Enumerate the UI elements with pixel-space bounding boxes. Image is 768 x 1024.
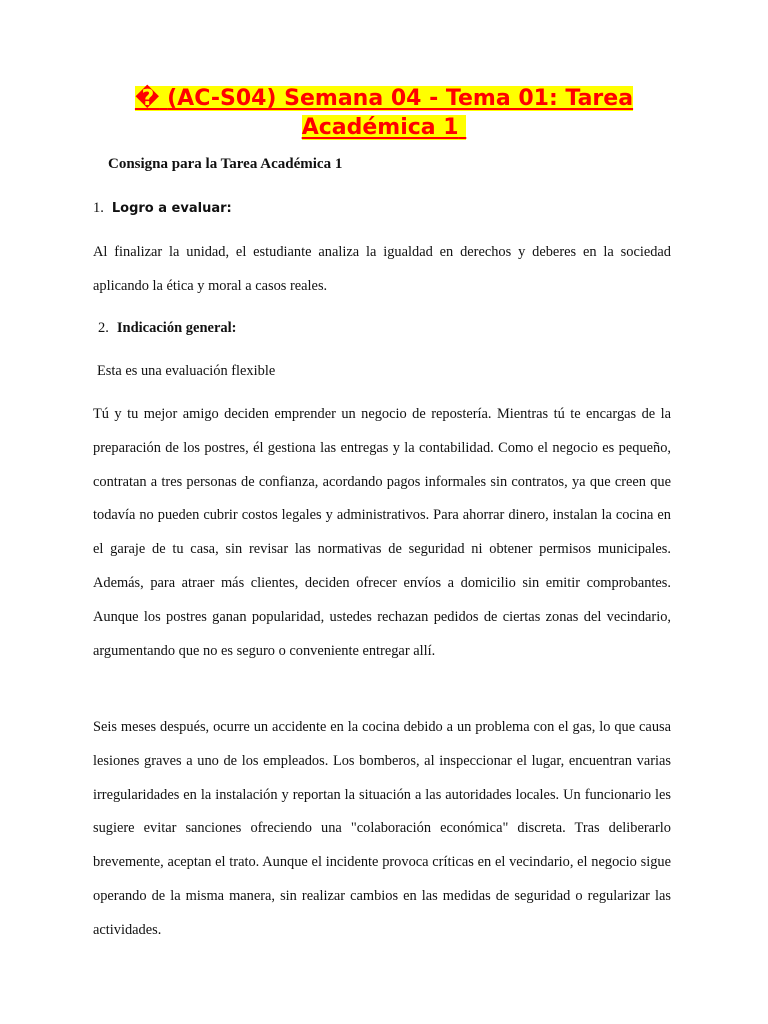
paragraph-case-part2: Seis meses después, ocurre un accidente en la cocina debido a un problema con el gas, lo que causa lesiones graves a uno de los empleados. Los bomberos, al inspeccionar el lugar, encuentran varias irregularidades en la instalación y reportan la situación a las autoridades locales. Un funcionario les sugiere evitar sanciones ofreciendo una "colaboración económica" discreta. Tras deliberarlo brevemente, aceptan el trato. Aunque el incidente provoca críticas en el vecindario, el negocio sigue operando de la misma manera, sin realizar cambios en las medidas de seguridad o regularizar las actividades.	[93, 719, 671, 938]
missing-glyph-icon: �	[134, 86, 160, 111]
section-heading-indicacion	[98, 320, 237, 337]
title-highlight	[135, 86, 633, 140]
paragraph-evaluation-note: Esta es una evaluación flexible	[97, 363, 276, 379]
section-number: 2.	[98, 320, 109, 336]
section-heading-logro	[93, 200, 232, 217]
paragraph-case-part1: Tú y tu mejor amigo deciden emprender un negocio de repostería. Mientras tú te encargas de la preparación de los postres, él gestiona las entregas y la contabilidad. Como el negocio es pequeño, contratan a tres personas de confianza, acordando pagos informales sin contratos, ya que creen que todavía no pueden cubrir costos legales y administrativos. Para ahorrar dinero, instalan la cocina en el garaje de tu casa, sin revisar las normativas de seguridad ni obtener permisos municipales. Además, para atraer más clientes, deciden ofrecer envíos a domicilio sin emitir comprobantes. Aunque los postres ganan popularidad, ustedes rechazan pedidos de ciertas zonas del vecindario, argumentando que no es seguro o conveniente entregar allí.	[93, 406, 671, 659]
section-number: 1.	[93, 200, 104, 216]
document-subtitle: Consigna para la Tarea Académica 1	[108, 156, 343, 172]
paragraph-logro: Al finalizar la unidad, el estudiante analiza la igualdad en derechos y deberes en la sociedad aplicando la ética y moral a casos reales.	[93, 244, 671, 294]
section-label: Logro a evaluar:	[111, 201, 232, 216]
section-label: Indicación general:	[116, 320, 237, 336]
title-text: (AC-S04) Semana 04 - Tema 01: Tarea Académica 1	[167, 86, 634, 140]
document-title	[92, 84, 676, 142]
